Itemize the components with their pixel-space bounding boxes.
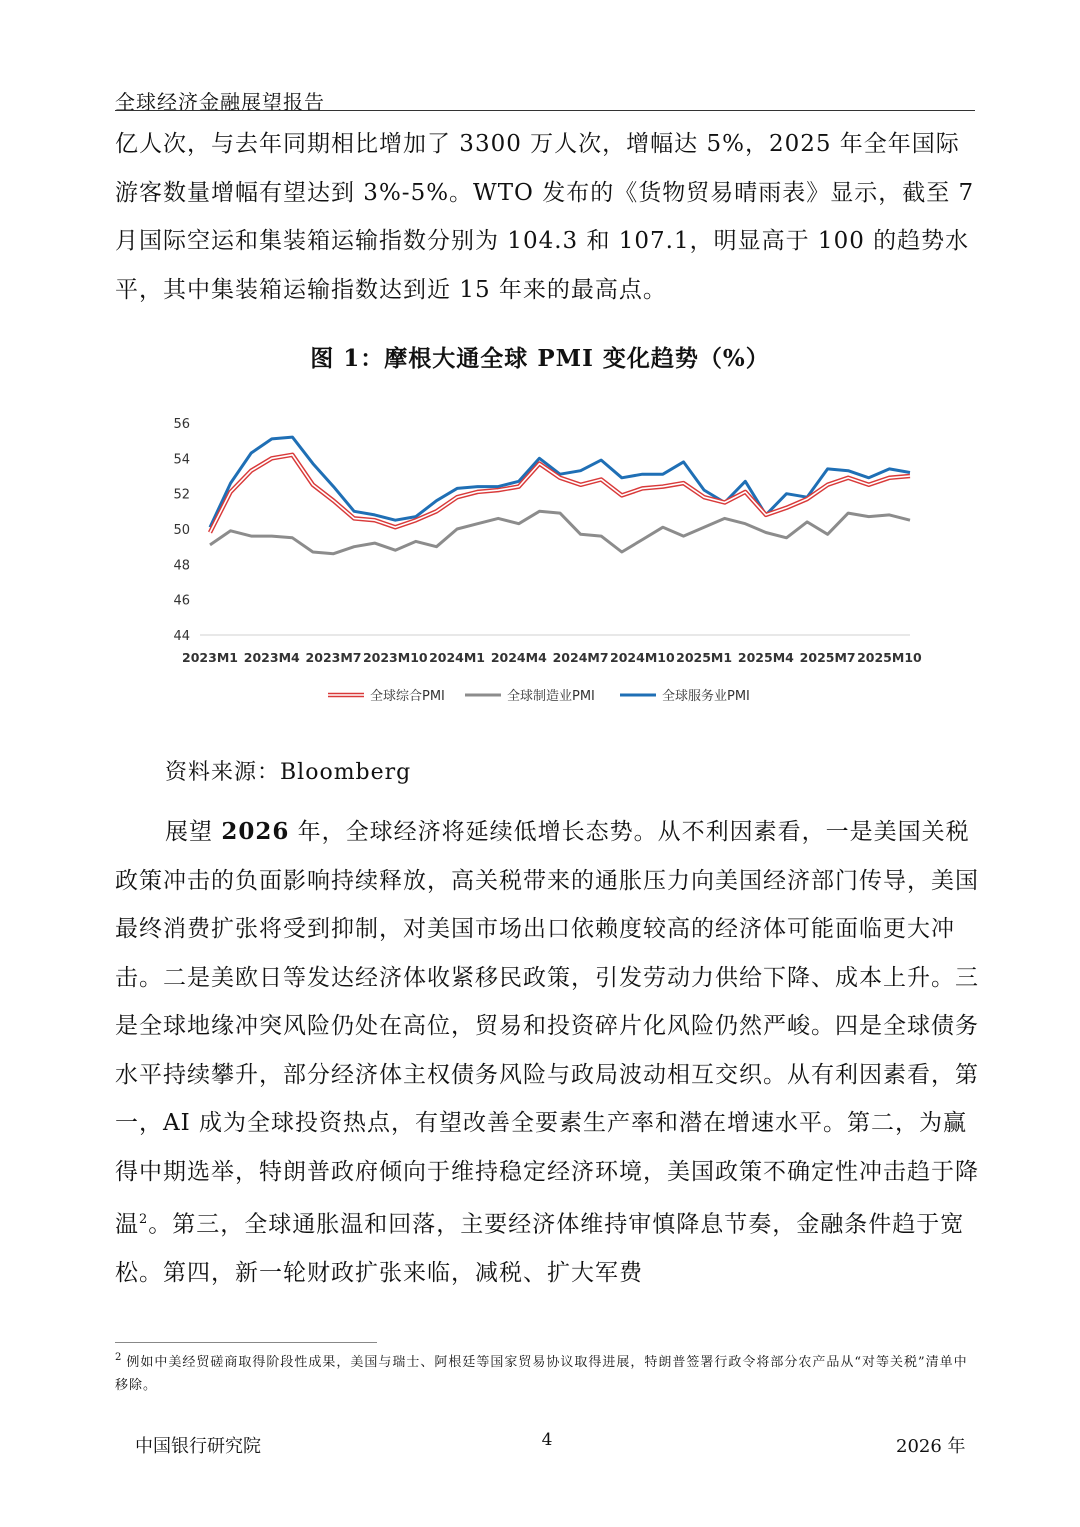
y-tick-label: 50 xyxy=(173,523,190,538)
legend-label: 全球服务业PMI xyxy=(662,689,750,704)
footer-institution: 中国银行研究院 xyxy=(135,1436,261,1457)
y-tick-label: 44 xyxy=(173,629,190,644)
x-tick-label: 2025M7 xyxy=(799,650,856,665)
legend-label: 全球综合PMI xyxy=(370,689,445,704)
chart-y-axis xyxy=(173,417,190,644)
paragraph-2-year: 2026 xyxy=(221,818,290,845)
footnote-number: 2 xyxy=(115,1352,123,1363)
y-tick-label: 52 xyxy=(173,487,190,503)
footnote-divider xyxy=(115,1342,377,1343)
y-tick-label: 48 xyxy=(173,558,190,574)
paragraph-2-part1: 年，全球经济将延续低增长态势。从不利因素看，一是美国关税政策冲击的负面影响持续释放，高关税带来的通胀压力向美国经济部门传导，美国最终消费扩张将受到抑制，对美国市场出口依赖度较高的经济体可能面临更大冲击。二是美欧日等发达经济体收紧移民政策，引发劳动力供给下降、成本上升。三是全球地缘冲突风险仍处在高位，贸易和投资碎片化风险仍然严峻。四是全球债务水平持续攀升，部分经济体主权债务风险与政局波动相互交织。从有利因素看，第一，AI 成为全球投资热点，有望改善全要素生产率和潜在增速水平。第二，为赢得中期选举，特朗普政府倾向于维持稳定经济环境，美国政策不确定性冲击趋于降温 xyxy=(115,819,979,1238)
chart-series xyxy=(210,437,910,554)
paragraph-2-lead: 展望 xyxy=(165,819,222,845)
paragraph-1-text: 亿人次，与去年同期相比增加了 3300 万人次，增幅达 5%，2025 年全年国际游客数量增幅有望达到 3%-5%。WTO 发布的《货物贸易晴雨表》显示，截至 7 月国际空运和集装箱运输指数分别为 104.3 和 107.1，明显高于 100 的趋势水平，其中集装箱运输指数达到近 15 年来的最高点。 xyxy=(115,131,975,303)
y-tick-label: 54 xyxy=(173,452,190,468)
legend-label: 全球制造业PMI xyxy=(507,689,595,704)
x-tick-label: 2023M4 xyxy=(243,650,300,665)
x-tick-label: 2025M10 xyxy=(857,650,922,665)
x-tick-label: 2023M7 xyxy=(305,650,362,665)
x-tick-label: 2024M10 xyxy=(610,650,675,665)
x-tick-label: 2023M1 xyxy=(182,650,238,665)
body-paragraph-2 xyxy=(115,808,981,1298)
figure-title: 图 1：摩根大通全球 PMI 变化趋势（%） xyxy=(310,345,770,372)
chart-legend xyxy=(328,688,750,704)
pmi-chart-svg xyxy=(170,405,930,715)
header-divider xyxy=(115,110,975,111)
series-line-1 xyxy=(210,511,910,553)
y-tick-label: 56 xyxy=(173,417,190,432)
footer-page-number: 4 xyxy=(541,1430,553,1450)
footnote xyxy=(115,1352,981,1397)
pmi-chart xyxy=(170,405,930,715)
x-tick-label: 2023M10 xyxy=(362,650,428,665)
footnote-text: 例如中美经贸磋商取得阶段性成果，美国与瑞士、阿根廷等国家贸易协议取得进展，特朗普签署行政令将部分农产品从“对等关税”清单中移除。 xyxy=(115,1355,968,1393)
report-header-title: 全球经济金融展望报告 xyxy=(115,90,325,114)
x-tick-label: 2024M1 xyxy=(429,650,486,665)
y-tick-label: 46 xyxy=(173,593,190,609)
paragraph-2-text xyxy=(115,808,981,1298)
x-tick-label: 2025M1 xyxy=(676,650,733,665)
chart-x-axis xyxy=(182,650,922,665)
x-tick-label: 2024M4 xyxy=(490,650,547,665)
footnote-reference[interactable]: 2 xyxy=(139,1212,149,1227)
figure-source: 资料来源：Bloomberg xyxy=(165,760,412,785)
footer-year: 2026 年 xyxy=(896,1436,966,1457)
x-tick-label: 2025M4 xyxy=(737,650,794,665)
x-tick-label: 2024M7 xyxy=(552,650,609,665)
paragraph-2-part2: 。第三，全球通胀温和回落，主要经济体维持审慎降息节奏，金融条件趋于宽松。第四，新一轮财政扩张来临，减税、扩大军费 xyxy=(115,1211,965,1287)
body-paragraph-1 xyxy=(115,120,981,314)
